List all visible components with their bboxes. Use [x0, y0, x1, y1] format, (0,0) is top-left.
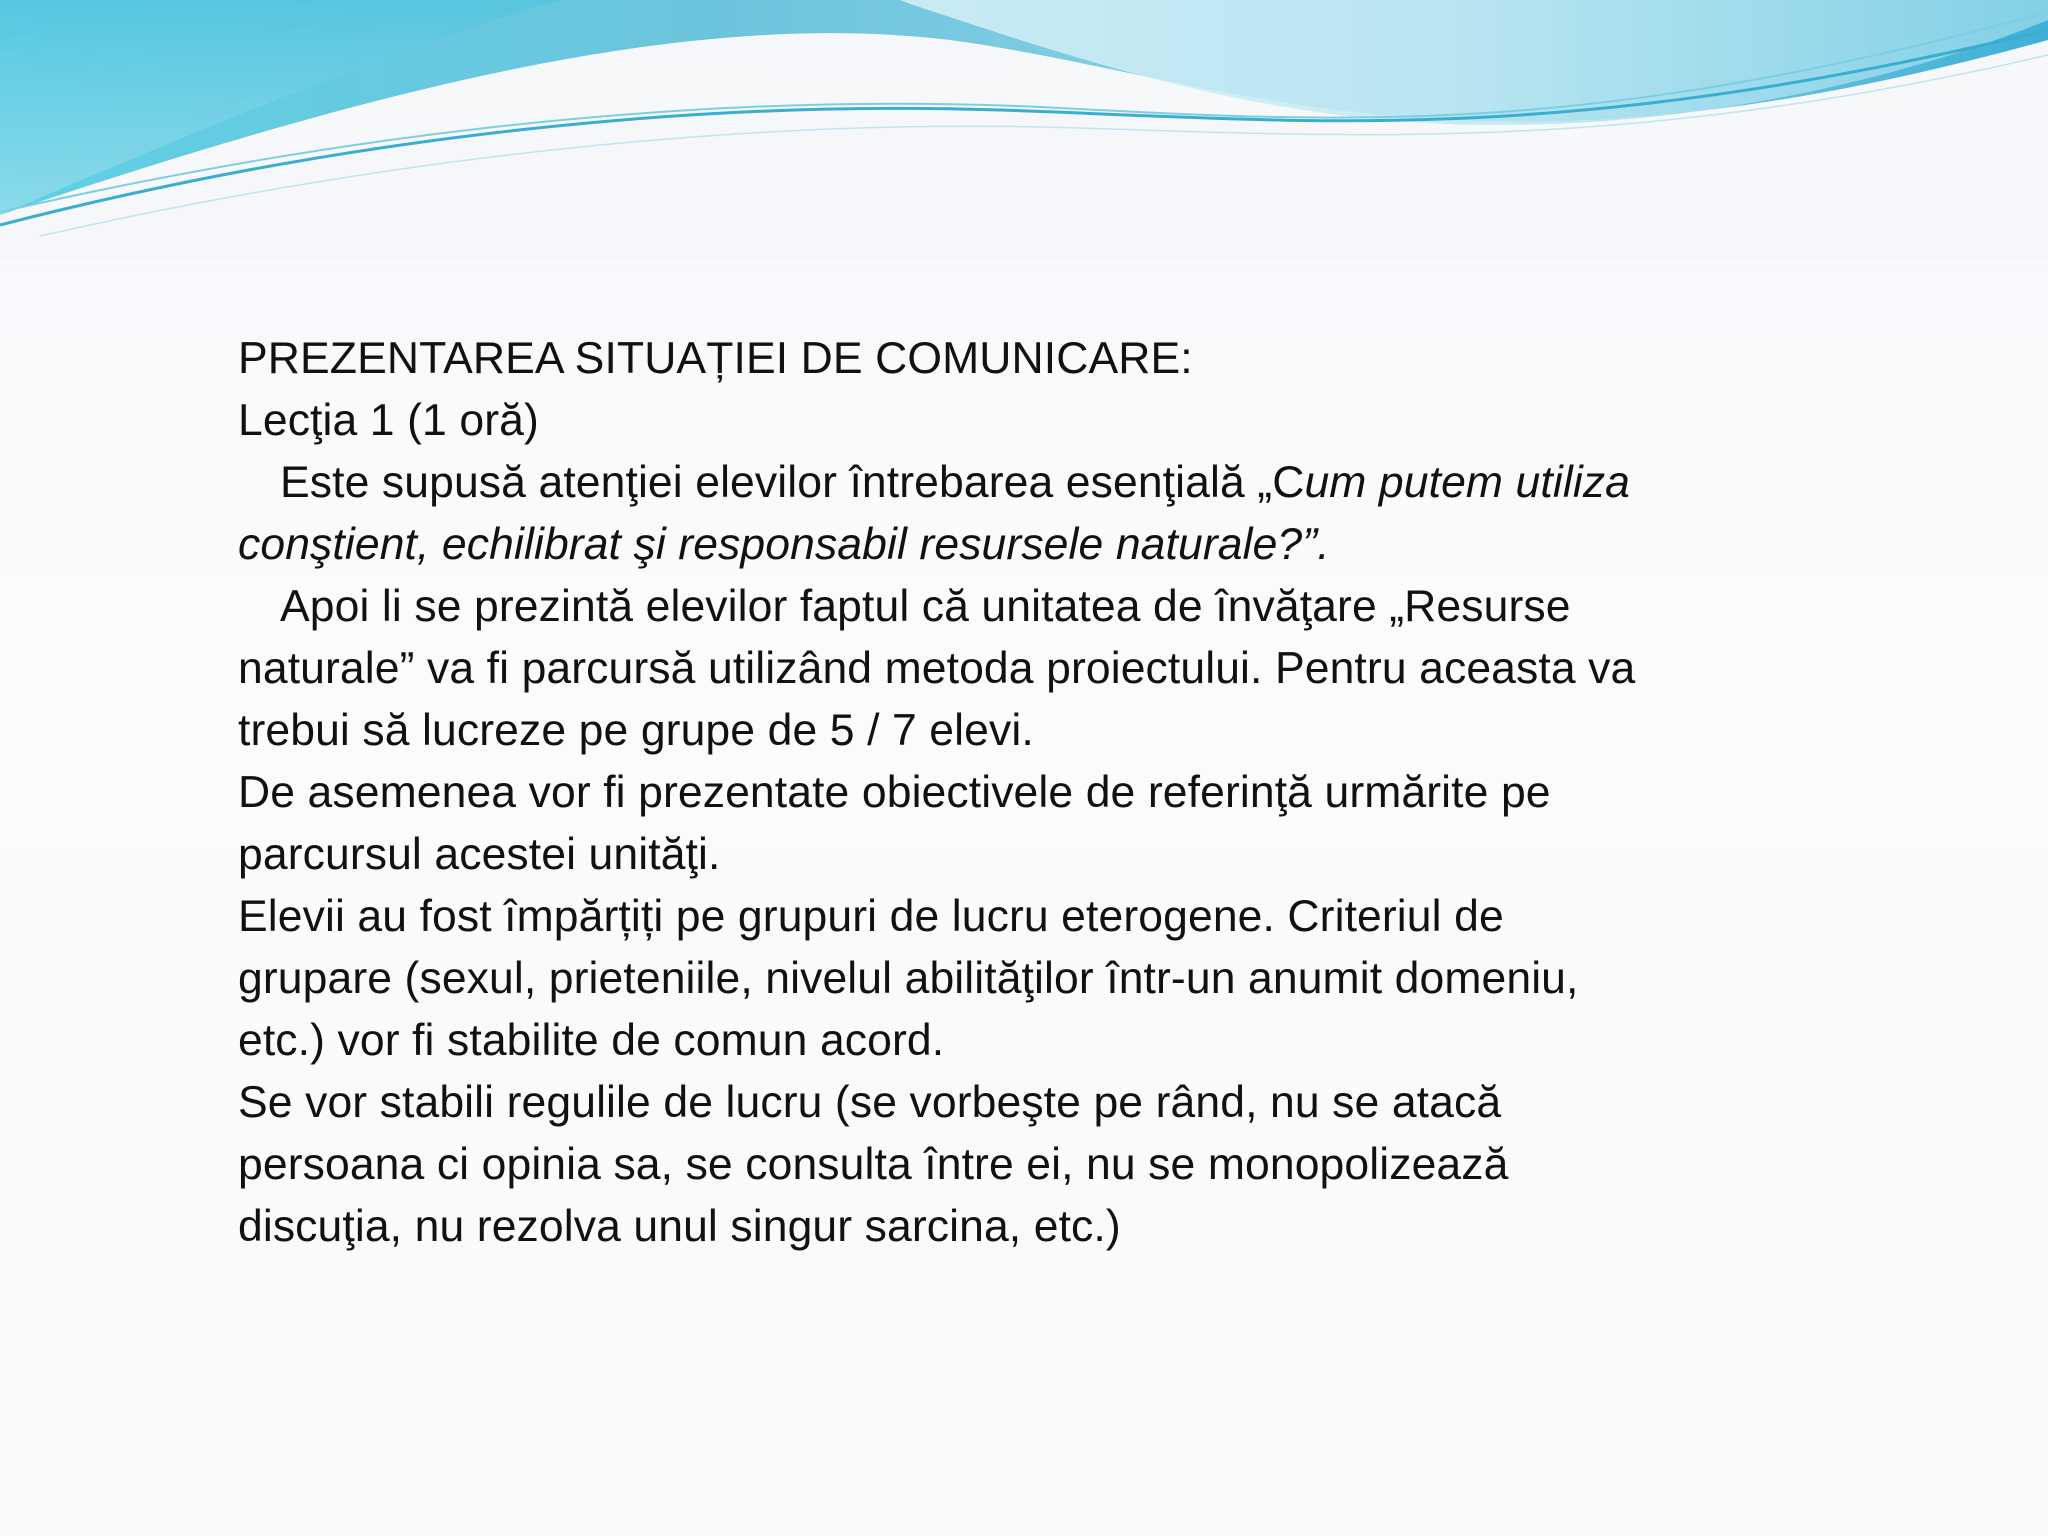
- paragraph-1-text: Este supusă atenţiei elevilor întrebarea esenţială „C: [280, 458, 1305, 507]
- slide-heading: PREZENTAREA SITUAȚIEI DE COMUNICARE:: [238, 334, 1193, 383]
- lesson-label: Lecţia 1 (1 oră): [238, 396, 539, 445]
- wave-header-decoration: [0, 0, 2048, 260]
- paragraph-4-line-1: Elevii au fost împărțiți pe grupuri de lucru eterogene. Criteriul de: [238, 892, 1504, 941]
- paragraph-5-line-3: discuţia, nu rezolva unul singur sarcina, etc.): [238, 1202, 1121, 1251]
- paragraph-3-line-1: De asemenea vor fi prezentate obiectivele de referinţă urmărite pe: [238, 768, 1551, 817]
- slide-body: [238, 328, 1878, 1258]
- paragraph-2-line-2: naturale” va fi parcursă utilizând metoda proiectului. Pentru aceasta va: [238, 644, 1636, 693]
- paragraph-3-line-2: parcursul acestei unităţi.: [238, 830, 721, 879]
- paragraph-2-line-1: Apoi li se prezintă elevilor faptul că unitatea de învăţare „Resurse: [280, 582, 1571, 631]
- essential-question-end: conştient, echilibrat şi responsabil resursele naturale?”.: [238, 520, 1330, 569]
- paragraph-1-line-1: [238, 452, 1878, 514]
- paragraph-4-line-2: grupare (sexul, prieteniile, nivelul abilităţilor într-un anumit domeniu,: [238, 954, 1579, 1003]
- paragraph-2-line-3: trebui să lucreze pe grupe de 5 / 7 elevi.: [238, 706, 1034, 755]
- paragraph-4-line-3: etc.) vor fi stabilite de comun acord.: [238, 1016, 945, 1065]
- paragraph-5-line-2: persoana ci opinia sa, se consulta între ei, nu se monopolizează: [238, 1140, 1509, 1189]
- paragraph-5-line-1: Se vor stabili regulile de lucru (se vorbeşte pe rând, nu se atacă: [238, 1078, 1502, 1127]
- essential-question-start: um putem utiliza: [1304, 458, 1631, 507]
